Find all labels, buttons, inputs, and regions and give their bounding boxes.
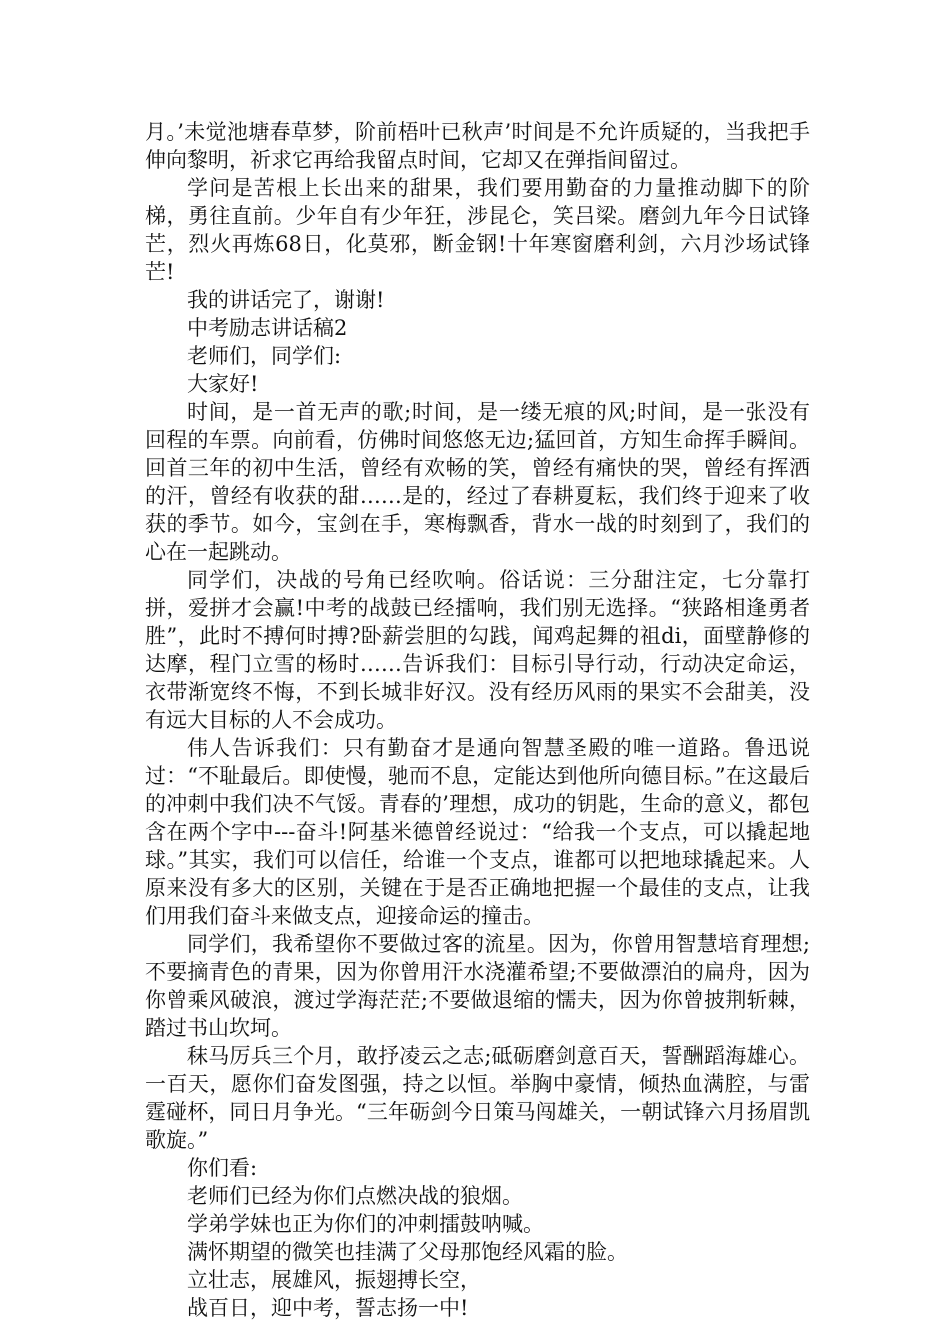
paragraph: 中考励志讲话稿2 — [187, 316, 348, 340]
paragraph: 同学们，我希望你不要做过客的流星。因为，你曾用智慧培育理想;不要摘青色的青果，因为你曾用汗水浇灌希望;不要做漂泊的扁舟，因为你曾乘风破浪，渡过学海茫茫;不要做退缩的懦夫，因为你曾披荆斩棘，踏过书山坎坷。 — [145, 932, 810, 1040]
paragraph: 学问是苦根上长出来的甜果，我们要用勤奋的力量推动脚下的阶梯，勇往直前。少年自有少年狂，涉昆仑，笑吕梁。磨剑九年今日试锋芒，烈火再炼68日，化莫邪，断金钢!十年寒窗磨利剑，六月沙场试锋芒! — [145, 176, 810, 284]
paragraph: 立壮志，展雄风，振翅搏长空， — [187, 1268, 481, 1292]
paragraph: 老师们已经为你们点燃决战的狼烟。 — [187, 1184, 523, 1208]
paragraph: 秣马厉兵三个月，敢抒凌云之志;砥砺磨剑意百天，誓酬蹈海雄心。一百天，愿你们奋发图强，持之以恒。举胸中豪情，倾热血满腔，与雷霆碰杯，同日月争光。“三年砺剑今日策马闯雄关，一朝试锋六月扬眉凯歌旋。” — [145, 1044, 810, 1152]
paragraph: 老师们，同学们: — [187, 344, 342, 368]
paragraph: 学弟学妹也正为你们的冲刺擂鼓呐喊。 — [187, 1212, 544, 1236]
paragraph: 时间，是一首无声的歌;时间，是一缕无痕的风;时间，是一张没有回程的车票。向前看，仿佛时间悠悠无边;猛回首，方知生命挥手瞬间。回首三年的初中生活，曾经有欢畅的笑，曾经有痛快的哭，曾经有挥洒的汗，曾经有收获的甜……是的，经过了春耕夏耘，我们终于迎来了收获的季节。如今，宝剑在手，寒梅飘香，背水一战的时刻到了，我们的心在一起跳动。 — [145, 400, 810, 564]
paragraph: 同学们，决战的号角已经吹响。俗话说：三分甜注定，七分靠打拼，爱拼才会赢!中考的战鼓已经擂响，我们别无选择。“狭路相逢勇者胜”，此时不搏何时搏?卧薪尝胆的勾践，闻鸡起舞的祖di，面壁静修的达摩，程门立雪的杨时……告诉我们：目标引导行动，行动决定命运，衣带渐宽终不悔，不到长城非好汉。没有经历风雨的果实不会甜美，没有远大目标的人不会成功。 — [145, 568, 810, 732]
paragraph: 月。’未觉池塘春草梦，阶前梧叶已秋声’时间是不允许质疑的，当我把手伸向黎明，祈求它再给我留点时间，它却又在弹指间留过。 — [145, 120, 810, 172]
paragraph: 满怀期望的微笑也挂满了父母那饱经风霜的脸。 — [187, 1240, 628, 1264]
document-page — [145, 118, 810, 1322]
paragraph: 你们看: — [187, 1156, 258, 1180]
paragraph: 伟人告诉我们：只有勤奋才是通向智慧圣殿的唯一道路。鲁迅说过：“不耻最后。即使慢，驰而不息，定能达到他所向德目标。”在这最后的冲刺中我们决不气馁。青春的’理想，成功的钥匙，生命的意义，都包含在两个字中---奋斗!阿基米德曾经说过：“给我一个支点，可以撬起地球。”其实，我们可以信任，给谁一个支点，谁都可以把地球撬起来。人原来没有多大的区别，关键在于是否正确地把握一个最佳的支点，让我们用我们奋斗来做支点，迎接命运的撞击。 — [145, 736, 810, 928]
paragraph: 战百日，迎中考，誓志扬一中! — [187, 1296, 469, 1320]
paragraph: 我的讲话完了，谢谢! — [187, 288, 385, 312]
paragraph: 大家好! — [187, 372, 259, 396]
